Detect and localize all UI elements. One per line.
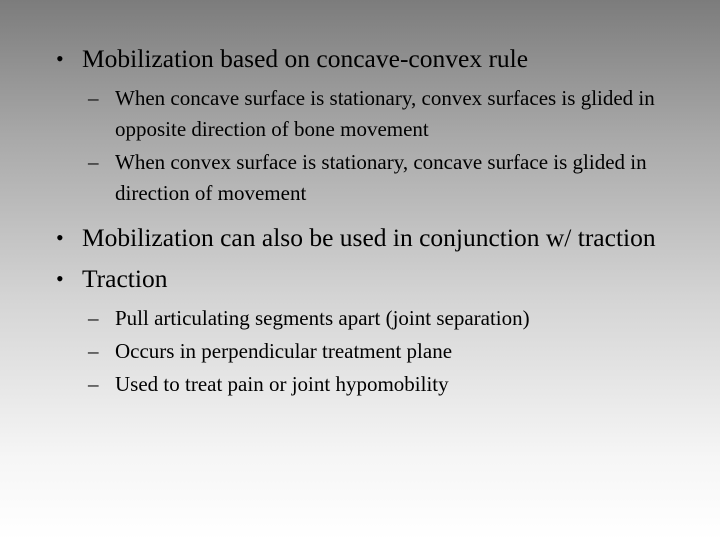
bullet-item-concave-convex	[54, 42, 680, 209]
dash-mark: –	[88, 86, 99, 110]
bullet-text: Mobilization can also be used in conjunction w/ traction	[82, 223, 656, 252]
sub-text: Pull articulating segments apart (joint separation)	[115, 306, 530, 330]
sub-list	[82, 83, 680, 209]
sub-text: Occurs in perpendicular treatment plane	[115, 339, 453, 363]
dash-mark: –	[88, 306, 99, 330]
sub-item	[88, 83, 680, 145]
sub-item	[88, 303, 680, 334]
sub-text: Used to treat pain or joint hypomobility	[115, 372, 449, 396]
sub-list	[82, 303, 680, 400]
bullet-text: Traction	[82, 264, 168, 293]
sub-text: When convex surface is stationary, concave surface is glided in direction of movement	[115, 150, 647, 205]
bullet-mark: •	[56, 46, 64, 71]
bullet-item-traction	[54, 262, 680, 400]
bullet-mark: •	[56, 266, 64, 291]
sub-text: When concave surface is stationary, convex surfaces is glided in opposite direction of bone movement	[115, 86, 655, 141]
bullet-text: Mobilization based on concave-convex rule	[82, 44, 529, 73]
dash-mark: –	[88, 339, 99, 363]
sub-item	[88, 147, 680, 209]
dash-mark: –	[88, 150, 99, 174]
sub-item	[88, 369, 680, 400]
bullet-item-conjunction-traction	[54, 221, 680, 254]
bullet-mark: •	[56, 225, 64, 250]
sub-item	[88, 336, 680, 367]
bullet-list	[54, 42, 680, 400]
dash-mark: –	[88, 372, 99, 396]
